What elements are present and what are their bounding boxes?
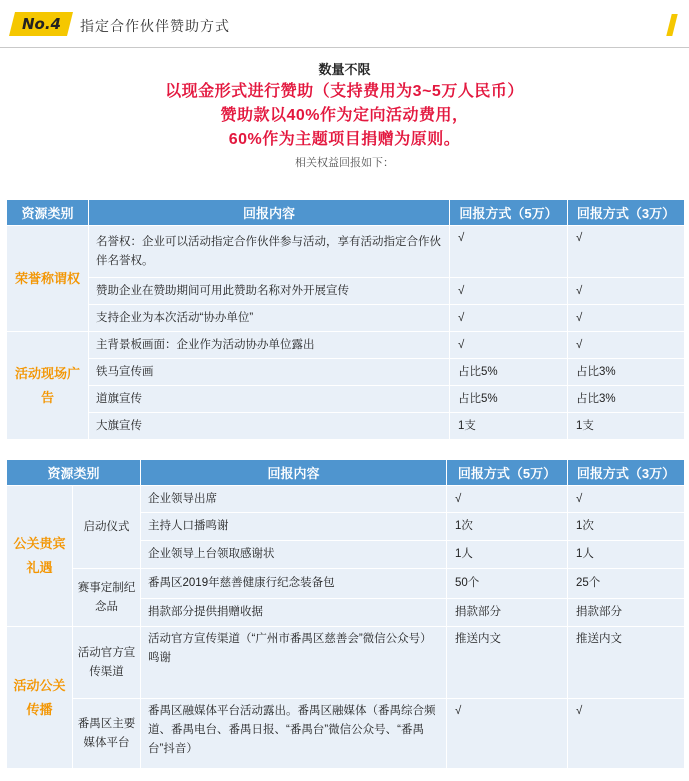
content-cell: 大旗宣传 <box>89 413 450 440</box>
return-3w-cell: √ <box>568 278 685 305</box>
header-divider <box>0 47 689 48</box>
table-header-row <box>7 200 685 226</box>
col-header-content: 回报内容 <box>89 200 450 226</box>
return-5w-cell: √ <box>450 226 568 278</box>
category-cell: 公关贵宾礼遇 <box>7 486 73 627</box>
content-cell: 企业领导上台领取感谢状 <box>141 541 447 569</box>
return-3w-cell: 占比3% <box>568 359 685 386</box>
benefits-table-1 <box>6 199 685 440</box>
return-5w-cell: 占比5% <box>450 386 568 413</box>
category-cell: 活动现场广告 <box>7 332 89 440</box>
content-cell: 道旗宣传 <box>89 386 450 413</box>
col-header-return-5w: 回报方式（5万） <box>450 200 568 226</box>
intro-line-1: 以现金形式进行赞助（支持费用为3~5万人民币） <box>165 83 524 100</box>
return-5w-cell: 捐款部分 <box>447 599 568 627</box>
content-cell: 主背景板画面：企业作为活动协办单位露出 <box>89 332 450 359</box>
col-header-content: 回报内容 <box>141 460 447 486</box>
intro-note: 相关权益回报如下： <box>295 157 394 169</box>
category-cell: 荣誉称谓权 <box>7 226 89 332</box>
intro-block <box>0 60 689 172</box>
table-row <box>7 486 685 513</box>
content-cell: 番禺区融媒体平台活动露出。番禺区融媒体（番禺综合频道、番禺电台、番禺日报、“番禺台”微信公众号、“番禺台”抖音） <box>141 699 447 769</box>
table-row <box>7 332 685 359</box>
table-row <box>7 305 685 332</box>
content-cell: 企业领导出席 <box>141 486 447 513</box>
content-cell: 支持企业为本次活动“协办单位” <box>89 305 450 332</box>
return-5w-cell: 推送内文 <box>447 627 568 699</box>
return-3w-cell: √ <box>568 305 685 332</box>
content-cell: 番禺区2019年慈善健康行纪念装备包 <box>141 569 447 599</box>
content-cell: 捐款部分提供捐赠收据 <box>141 599 447 627</box>
table-row <box>7 278 685 305</box>
col-header-return-3w: 回报方式（3万） <box>568 460 685 486</box>
content-cell: 活动官方宣传渠道（“广州市番禺区慈善会”微信公众号）鸣谢 <box>141 627 447 699</box>
header-accent-bar <box>666 14 677 36</box>
quantity-text: 数量不限 <box>318 62 371 77</box>
return-5w-cell: 50个 <box>447 569 568 599</box>
content-cell: 赞助企业在赞助期间可用此赞助名称对外开展宣传 <box>89 278 450 305</box>
return-3w-cell: √ <box>568 332 685 359</box>
table-row <box>7 569 685 599</box>
return-3w-cell: 25个 <box>568 569 685 599</box>
return-3w-cell: √ <box>568 226 685 278</box>
content-cell: 铁马宣传画 <box>89 359 450 386</box>
table-header-row <box>7 460 685 486</box>
return-5w-cell: √ <box>450 278 568 305</box>
intro-line-2: 赞助款以40%作为定向活动费用， <box>220 107 469 124</box>
return-3w-cell: 1支 <box>568 413 685 440</box>
return-3w-cell: √ <box>568 699 685 769</box>
table-row <box>7 413 685 440</box>
return-3w-cell: 1人 <box>568 541 685 569</box>
col-header-return-3w: 回报方式（3万） <box>568 200 685 226</box>
content-cell: 主持人口播鸣谢 <box>141 513 447 541</box>
return-3w-cell: 捐款部分 <box>568 599 685 627</box>
benefits-table-2 <box>6 459 685 769</box>
return-5w-cell: √ <box>450 305 568 332</box>
return-5w-cell: √ <box>447 486 568 513</box>
intro-line-3: 60%作为主题项目捐赠为原则。 <box>228 131 461 148</box>
subcategory-cell: 赛事定制纪念品 <box>73 569 141 627</box>
table-row <box>7 627 685 699</box>
content-cell: 名誉权：企业可以活动指定合作伙伴参与活动，享有活动指定合作伙伴名誉权。 <box>89 226 450 278</box>
table-row <box>7 226 685 278</box>
table-row <box>7 699 685 769</box>
return-5w-cell: 占比5% <box>450 359 568 386</box>
category-cell: 活动公关传播 <box>7 627 73 769</box>
return-5w-cell: 1支 <box>450 413 568 440</box>
table-row <box>7 386 685 413</box>
section-header <box>0 0 689 48</box>
section-number-badge <box>9 12 73 36</box>
table-row <box>7 359 685 386</box>
section-title: 指定合作伙伴赞助方式 <box>80 18 230 34</box>
subcategory-cell: 活动官方宣传渠道 <box>73 627 141 699</box>
return-5w-cell: √ <box>450 332 568 359</box>
section-number: No.4 <box>21 15 61 33</box>
subcategory-cell: 番禺区主要媒体平台 <box>73 699 141 769</box>
return-5w-cell: 1人 <box>447 541 568 569</box>
return-3w-cell: 推送内文 <box>568 627 685 699</box>
col-header-category: 资源类别 <box>7 460 141 486</box>
return-5w-cell: √ <box>447 699 568 769</box>
col-header-category: 资源类别 <box>7 200 89 226</box>
subcategory-cell: 启动仪式 <box>73 486 141 569</box>
return-5w-cell: 1次 <box>447 513 568 541</box>
return-3w-cell: 占比3% <box>568 386 685 413</box>
return-3w-cell: 1次 <box>568 513 685 541</box>
col-header-return-5w: 回报方式（5万） <box>447 460 568 486</box>
return-3w-cell: √ <box>568 486 685 513</box>
